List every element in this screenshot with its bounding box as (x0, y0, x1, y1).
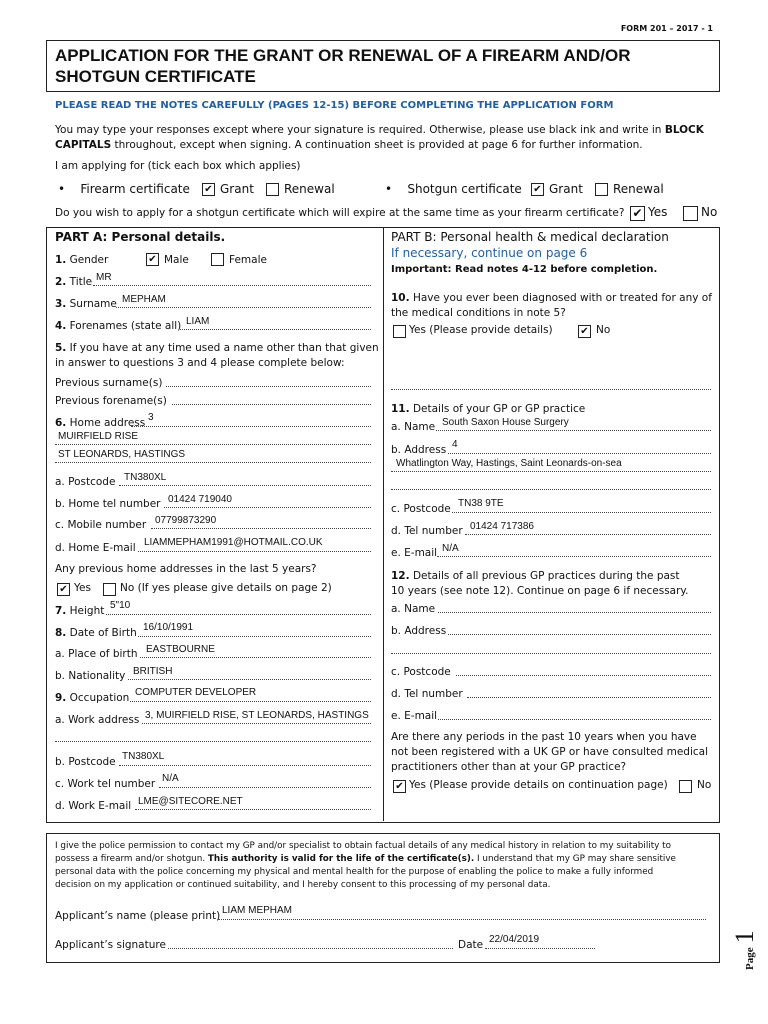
home-tel-field[interactable]: 01424 719040 (168, 494, 232, 505)
gp-tel-field[interactable]: 01424 717386 (470, 521, 534, 532)
dob-field[interactable]: 16/10/1991 (143, 622, 194, 633)
prev-forename-label: Previous forename(s) (55, 395, 167, 407)
postcode-field[interactable]: TN380XL (124, 472, 167, 483)
same-time-no-label: No (701, 205, 718, 219)
place-of-birth-field[interactable]: EASTBOURNE (146, 644, 215, 655)
q10-text-2: the medical conditions in note 5? (391, 307, 566, 319)
part-b-title: PART B: Personal health & medical declaration (391, 230, 669, 244)
intro-text: You may type your responses except where your signature is required. Otherwise, please use black ink and write in BLOCK CAPITALS throughout, except when signing. A continuation sheet is provided at page 6 for further information. (55, 124, 704, 151)
shotgun-renewal-checkbox[interactable] (595, 183, 608, 196)
home-address-label: 6. Home address (55, 417, 146, 429)
prev-address-yes-checkbox[interactable]: ✔ (57, 583, 70, 596)
shotgun-row: • Shotgun certificate (385, 182, 522, 196)
work-email-field[interactable]: LME@SITECORE.NET (138, 796, 243, 807)
part-b-important: Important: Read notes 4-12 before completion. (391, 264, 658, 275)
q5-text-2: in answer to questions 3 and 4 please complete below: (55, 357, 345, 369)
q12-text-2: 10 years (see note 12). Continue on page 6 if necessary. (391, 585, 689, 597)
shotgun-grant-label: Grant (549, 182, 583, 196)
page-number: 1 (730, 930, 759, 944)
postcode-label: a. Postcode (55, 476, 116, 488)
work-address-line-2[interactable] (55, 741, 371, 742)
periods-no-label: No (697, 779, 712, 791)
height-field[interactable]: 5"10 (110, 600, 131, 611)
firearm-row: • Firearm certificate (58, 182, 190, 196)
q5-text-1: 5. If you have at any time used a name other than that given (55, 342, 379, 354)
same-time-yes-checkbox[interactable]: ✔ (630, 206, 645, 221)
forenames-label: 4. Forenames (state all) (55, 320, 182, 332)
applicant-name-label: Applicant’s name (please print) (55, 910, 221, 922)
firearm-grant-checkbox[interactable]: ✔ (202, 183, 215, 196)
q12-email-field[interactable] (438, 719, 711, 720)
date-field[interactable]: 22/04/2019 (489, 934, 540, 945)
shotgun-cert-label: Shotgun certificate (407, 182, 522, 196)
prev-forename-field[interactable] (172, 404, 371, 405)
consent-text: I give the police permission to contact my GP and/or specialist to obtain factual details of any medical history in relation to my suitability to possess a firearm and/or shotgun. This authority is valid for the life of the certificate(s). I understand that my GP may share sensitive personal data with the police concerning my physical and mental health for the purpose of enabling the police to make a fully informed decision on my application or continued suitability, and I hereby consent to this processing of my personal data. (55, 841, 676, 890)
home-email-label: d. Home E-mail (55, 542, 136, 554)
female-checkbox[interactable] (211, 253, 224, 266)
title-box (46, 40, 720, 92)
q10-yes-checkbox[interactable] (393, 325, 406, 338)
gp-address-line-3[interactable] (391, 489, 711, 490)
surname-field[interactable]: MEPHAM (122, 294, 166, 305)
gp-tel-label: d. Tel number (391, 525, 463, 537)
home-tel-label: b. Home tel number (55, 498, 161, 510)
address-line-1-field[interactable]: 3 (148, 412, 154, 423)
page-label: Page (744, 947, 756, 970)
mobile-field[interactable]: 07799873290 (155, 515, 217, 526)
q12-postcode-label: c. Postcode (391, 666, 451, 678)
q12-email-label: e. E-mail (391, 710, 438, 722)
q10-yes-label: Yes (Please provide details) (409, 324, 553, 336)
work-tel-label: c. Work tel number (55, 778, 156, 790)
work-address-label: a. Work address (55, 714, 140, 726)
q11-label: 11. Details of your GP or GP practice (391, 403, 586, 415)
gp-address-line-1-field[interactable]: 4 (452, 439, 458, 450)
occupation-label: 9. Occupation (55, 692, 130, 704)
gp-postcode-label: c. Postcode (391, 503, 451, 515)
firearm-renewal-label: Renewal (284, 182, 335, 196)
notice: PLEASE READ THE NOTES CAREFULLY (PAGES 12-15) BEFORE COMPLETING THE APPLICATION FORM (55, 100, 614, 111)
parts-divider (383, 227, 384, 821)
periods-text-2: not been registered with a UK GP or have consulted medical (391, 746, 708, 758)
applicant-signature-label: Applicant’s signature (55, 939, 166, 951)
nationality-field[interactable]: BRITISH (133, 666, 173, 677)
shotgun-renewal-label: Renewal (613, 182, 664, 196)
female-label: Female (229, 254, 267, 266)
part-a-title: PART A: Personal details. (55, 230, 226, 244)
surname-label: 3. Surname (55, 298, 117, 310)
gp-email-field[interactable]: N/A (442, 543, 459, 554)
title-label: 2. Title (55, 276, 93, 288)
work-tel-field[interactable]: N/A (162, 773, 179, 784)
gp-address-line-2-field[interactable]: Whatlington Way, Hastings, Saint Leonards-on-sea (396, 458, 622, 469)
form-id: FORM 201 – 2017 - 1 (620, 24, 713, 33)
periods-no-checkbox[interactable] (679, 780, 692, 793)
prev-address-no-label: No (If yes please give details on page 2) (120, 582, 332, 594)
male-label: Male (164, 254, 189, 266)
prev-surname-label: Previous surname(s) (55, 377, 163, 389)
firearm-grant-label: Grant (220, 182, 254, 196)
male-checkbox[interactable]: ✔ (146, 253, 159, 266)
gender-label: 1. Gender (55, 254, 109, 266)
height-label: 7. Height (55, 605, 105, 617)
q12-name-label: a. Name (391, 603, 436, 615)
dob-label: 8. Date of Birth (55, 627, 137, 639)
q12-address-field[interactable] (448, 634, 711, 635)
q10-no-checkbox[interactable]: ✔ (578, 325, 591, 338)
prev-address-yes-label: Yes (74, 582, 91, 594)
work-postcode-label: b. Postcode (55, 756, 116, 768)
q10-no-label: No (596, 324, 611, 336)
address-line-2-field[interactable]: MUIRFIELD RISE (58, 431, 139, 442)
shotgun-grant-checkbox[interactable]: ✔ (531, 183, 544, 196)
applying-for: I am applying for (tick each box which applies) (55, 160, 301, 172)
address-line-3-field[interactable]: ST LEONARDS, HASTINGS (58, 449, 186, 460)
nationality-label: b. Nationality (55, 670, 126, 682)
q12-tel-label: d. Tel number (391, 688, 463, 700)
work-postcode-field[interactable]: TN380XL (122, 751, 165, 762)
forenames-field[interactable]: LIAM (186, 316, 210, 327)
prev-address-question: Any previous home addresses in the last 5 years? (55, 563, 317, 575)
mobile-label: c. Mobile number (55, 519, 147, 531)
same-time-question: Do you wish to apply for a shotgun certificate which will expire at the same time as your firearm certificate? (55, 207, 625, 219)
occupation-field[interactable]: COMPUTER DEVELOPER (135, 687, 257, 698)
prev-address-no-checkbox[interactable] (103, 583, 116, 596)
place-of-birth-label: a. Place of birth (55, 648, 138, 660)
gp-address-label: b. Address (391, 444, 447, 456)
work-address-field[interactable]: 3, MUIRFIELD RISE, ST LEONARDS, HASTINGS (145, 710, 369, 721)
periods-text-3: practitioners other than at your GP practice? (391, 761, 627, 773)
periods-yes-label: Yes (Please provide details on continuation page) (409, 779, 668, 791)
q10-details-line[interactable] (391, 389, 711, 390)
firearm-cert-label: Firearm certificate (80, 182, 190, 196)
same-time-yes-label: Yes (648, 205, 668, 219)
periods-yes-checkbox[interactable]: ✔ (393, 780, 406, 793)
part-b-continue-note: If necessary, continue on page 6 (391, 246, 588, 260)
date-label: Date (458, 939, 484, 951)
gp-name-label: a. Name (391, 421, 436, 433)
applicant-name-field[interactable]: LIAM MEPHAM (222, 905, 293, 916)
q12-text-1: 12. Details of all previous GP practices during the past (391, 570, 680, 582)
q12-address-line-2[interactable] (391, 653, 711, 654)
firearm-renewal-checkbox[interactable] (266, 183, 279, 196)
gp-email-label: e. E-mail (391, 547, 438, 559)
same-time-no-checkbox[interactable] (683, 206, 698, 221)
home-email-field[interactable]: LIAMMEPHAM1991@HOTMAIL.CO.UK (144, 537, 323, 548)
title-field[interactable]: MR (96, 272, 112, 283)
q12-tel-field[interactable] (467, 697, 711, 698)
gp-name-field[interactable]: South Saxon House Surgery (442, 417, 569, 428)
gp-postcode-field[interactable]: TN38 9TE (458, 498, 504, 509)
work-email-label: d. Work E-mail (55, 800, 132, 812)
periods-text-1: Are there any periods in the past 10 years when you have (391, 731, 697, 743)
q12-address-label: b. Address (391, 625, 447, 637)
page-title: APPLICATION FOR THE GRANT OR RENEWAL OF A FIREARM AND/OR SHOTGUN CERTIFICATE (55, 46, 631, 86)
page-indicator (730, 910, 760, 970)
q12-name-field[interactable] (438, 612, 711, 613)
q10-text-1: 10. Have you ever been diagnosed with or treated for any of (391, 292, 712, 304)
signature-field[interactable] (168, 948, 453, 949)
q12-postcode-field[interactable] (456, 675, 711, 676)
prev-surname-field[interactable] (166, 386, 371, 387)
